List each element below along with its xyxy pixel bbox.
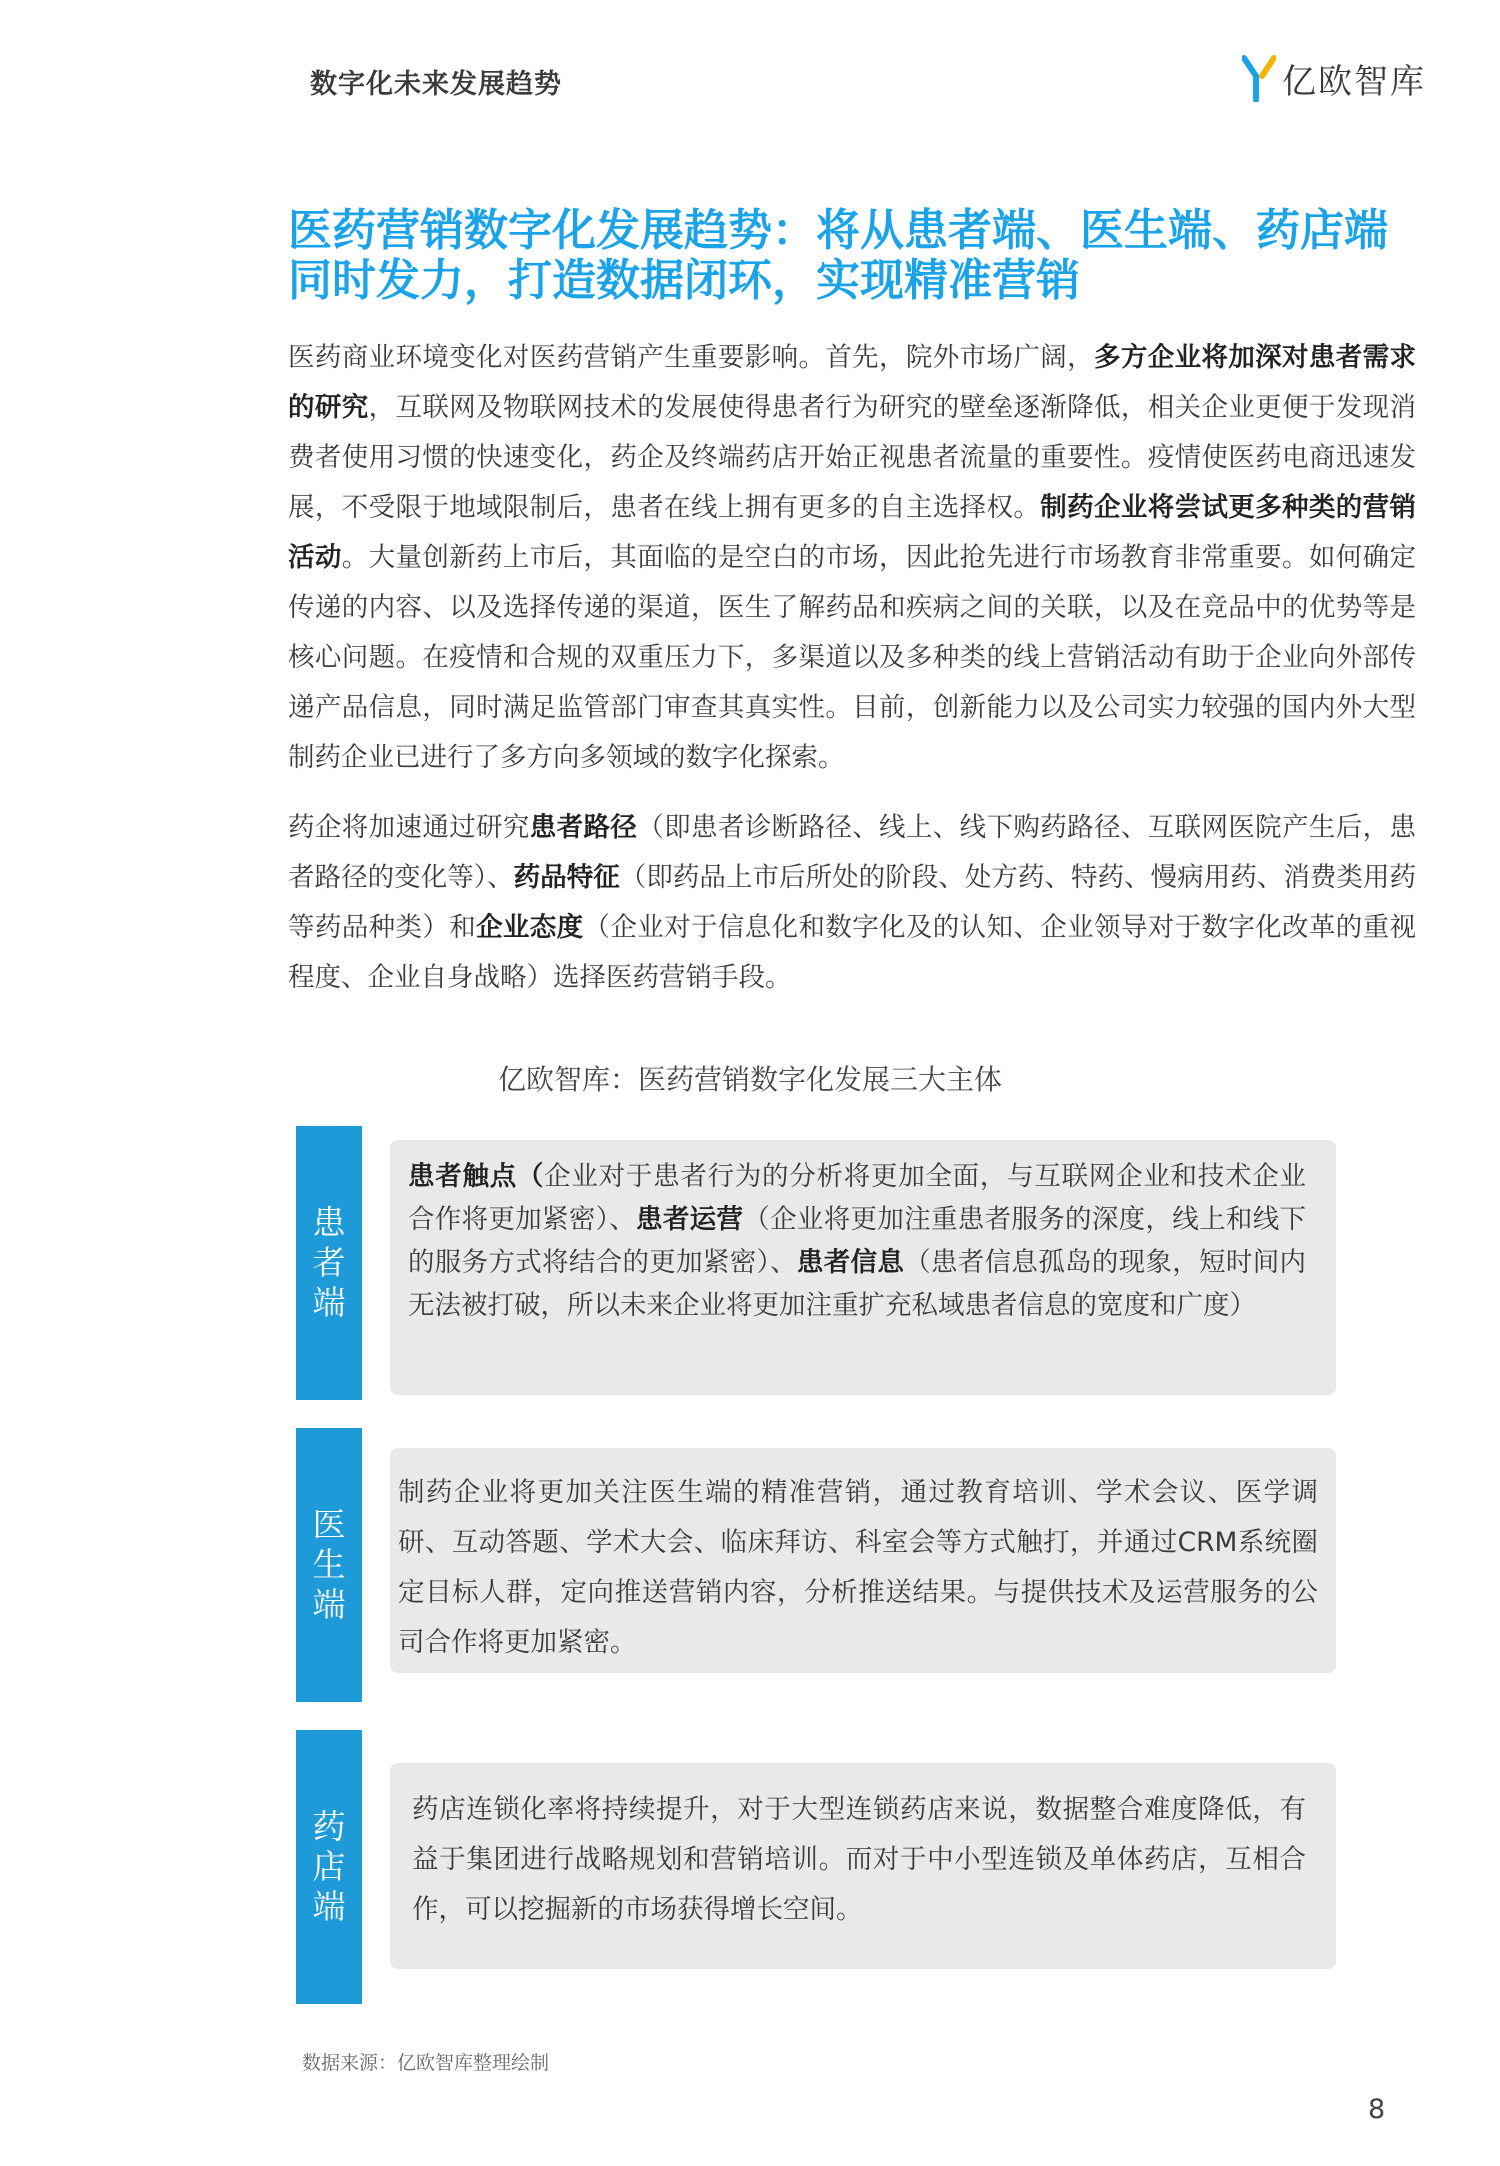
pharmacy-content-box: 药店连锁化率将持续提升，对于大型连锁药店来说，数据整合难度降低，有益于集团进行战略规划和营销培训。而对于中小型连锁及单体药店，互相合作，可以挖掘新的市场获得增长空间。 <box>390 1763 1336 1969</box>
patient-bold-3: 患者信息 <box>796 1247 905 1278</box>
para1-bold-2: 制药企业将尝试更多种类的营销活动 <box>288 492 1417 573</box>
page-title-line-2: 同时发力，打造数据闭环，实现精准营销 <box>288 255 1080 306</box>
diagram-caption: 亿欧智库：医药营销数字化发展三大主体 <box>497 1063 1002 1096</box>
logo <box>1242 52 1426 104</box>
yiou-logo-icon <box>1242 54 1276 102</box>
patient-text-3: （患者信息孤岛的现象，短时间内无法被打破，所以未来企业将更加注重扩充私域患者信息的宽度和广度） <box>408 1247 1307 1321</box>
doctor-content-box: 制药企业将更加关注医生端的精准营销，通过教育培训、学术会议、医学调研、互动答题、学术大会、临床拜访、科室会等方式触打，并通过CRM系统圈定目标人群，定向推送营销内容，分析推送结果。与提供技术及运营服务的公司合作将更加紧密。 <box>390 1448 1336 1673</box>
pharmacy-label-char: 店 <box>312 1847 346 1886</box>
patient-bold-1: 患者触点（ <box>408 1161 545 1192</box>
para1-text-2: ，互联网及物联网技术的发展使得患者行为研究的壁垒逐渐降低，相关企业更便于发现消费者使用习惯的快速变化，药企及终端药店开始正视患者流量的重要性。疫情使医药电商迅速发展，不受限于地域限制后，患者在线上拥有更多的自主选择权。 <box>288 392 1417 523</box>
doctor-label-char: 端 <box>312 1585 346 1624</box>
pharmacy-label-char: 药 <box>312 1807 346 1846</box>
para2-text-1: 药企将加速通过研究 <box>288 812 530 843</box>
para1-text-1: 医药商业环境变化对医药营销产生重要影响。首先，院外市场广阔， <box>288 342 1094 373</box>
patient-side-label <box>296 1126 362 1400</box>
doctor-label-char: 医 <box>312 1505 346 1544</box>
page-title <box>288 206 1418 306</box>
data-source-note: 数据来源：亿欧智库整理绘制 <box>302 2052 550 2074</box>
patient-content-box <box>390 1140 1336 1395</box>
pharmacy-label-char: 端 <box>312 1887 346 1926</box>
page-title-line-1: 医药营销数字化发展趋势：将从患者端、医生端、药店端 <box>288 205 1388 256</box>
para2-text-2: （即患者诊断路径、线上、线下购药路径、互联网医院产生后，患者路径的变化等）、 <box>288 812 1417 893</box>
pharmacy-side-label <box>296 1730 362 2004</box>
para1-bold-1: 多方企业将加深对患者需求的研究 <box>288 342 1417 423</box>
second-paragraph <box>288 803 1416 1003</box>
patient-text-2: （企业将更加注重患者服务的深度，线上和线下的服务方式将结合的更加紧密）、 <box>408 1204 1307 1278</box>
para2-text-3: （即药品上市后所处的阶段、处方药、特药、慢病用药、消费类用药等药品种类）和 <box>288 862 1417 943</box>
para2-bold-2: 药品特征 <box>513 862 620 893</box>
page-number: 8 <box>1368 2094 1386 2125</box>
patient-label-char: 端 <box>312 1283 346 1322</box>
doctor-side-label <box>296 1428 362 1702</box>
logo-text: 亿欧智库 <box>1282 61 1426 102</box>
header-title: 数字化未来发展趋势 <box>310 69 562 100</box>
para1-text-3: 。大量创新药上市后，其面临的是空白的市场，因此抢先进行市场教育非常重要。如何确定传递的内容、以及选择传递的渠道，医生了解药品和疾病之间的关联，以及在竞品中的优势等是核心问题。在疫情和合规的双重压力下，多渠道以及多种类的线上营销活动有助于企业向外部传递产品信息，同时满足监管部门审查其真实性。目前，创新能力以及公司实力较强的国内外大型制药企业已进行了多方向多领域的数字化探索。 <box>288 542 1417 773</box>
para2-bold-3: 企业态度 <box>476 912 584 943</box>
patient-bold-2: 患者运营 <box>636 1204 744 1235</box>
patient-label-char: 者 <box>312 1243 346 1282</box>
para2-bold-1: 患者路径 <box>529 812 638 843</box>
patient-label-char: 患 <box>312 1203 346 1242</box>
doctor-label-char: 生 <box>312 1545 346 1584</box>
patient-text-1: 企业对于患者行为的分析将更加全面，与互联网企业和技术企业合作将更加紧密）、 <box>408 1161 1306 1235</box>
para2-text-4: （企业对于信息化和数字化及的认知、企业领导对于数字化改革的重视程度、企业自身战略）选择医药营销手段。 <box>288 912 1417 993</box>
intro-paragraph <box>288 333 1416 783</box>
